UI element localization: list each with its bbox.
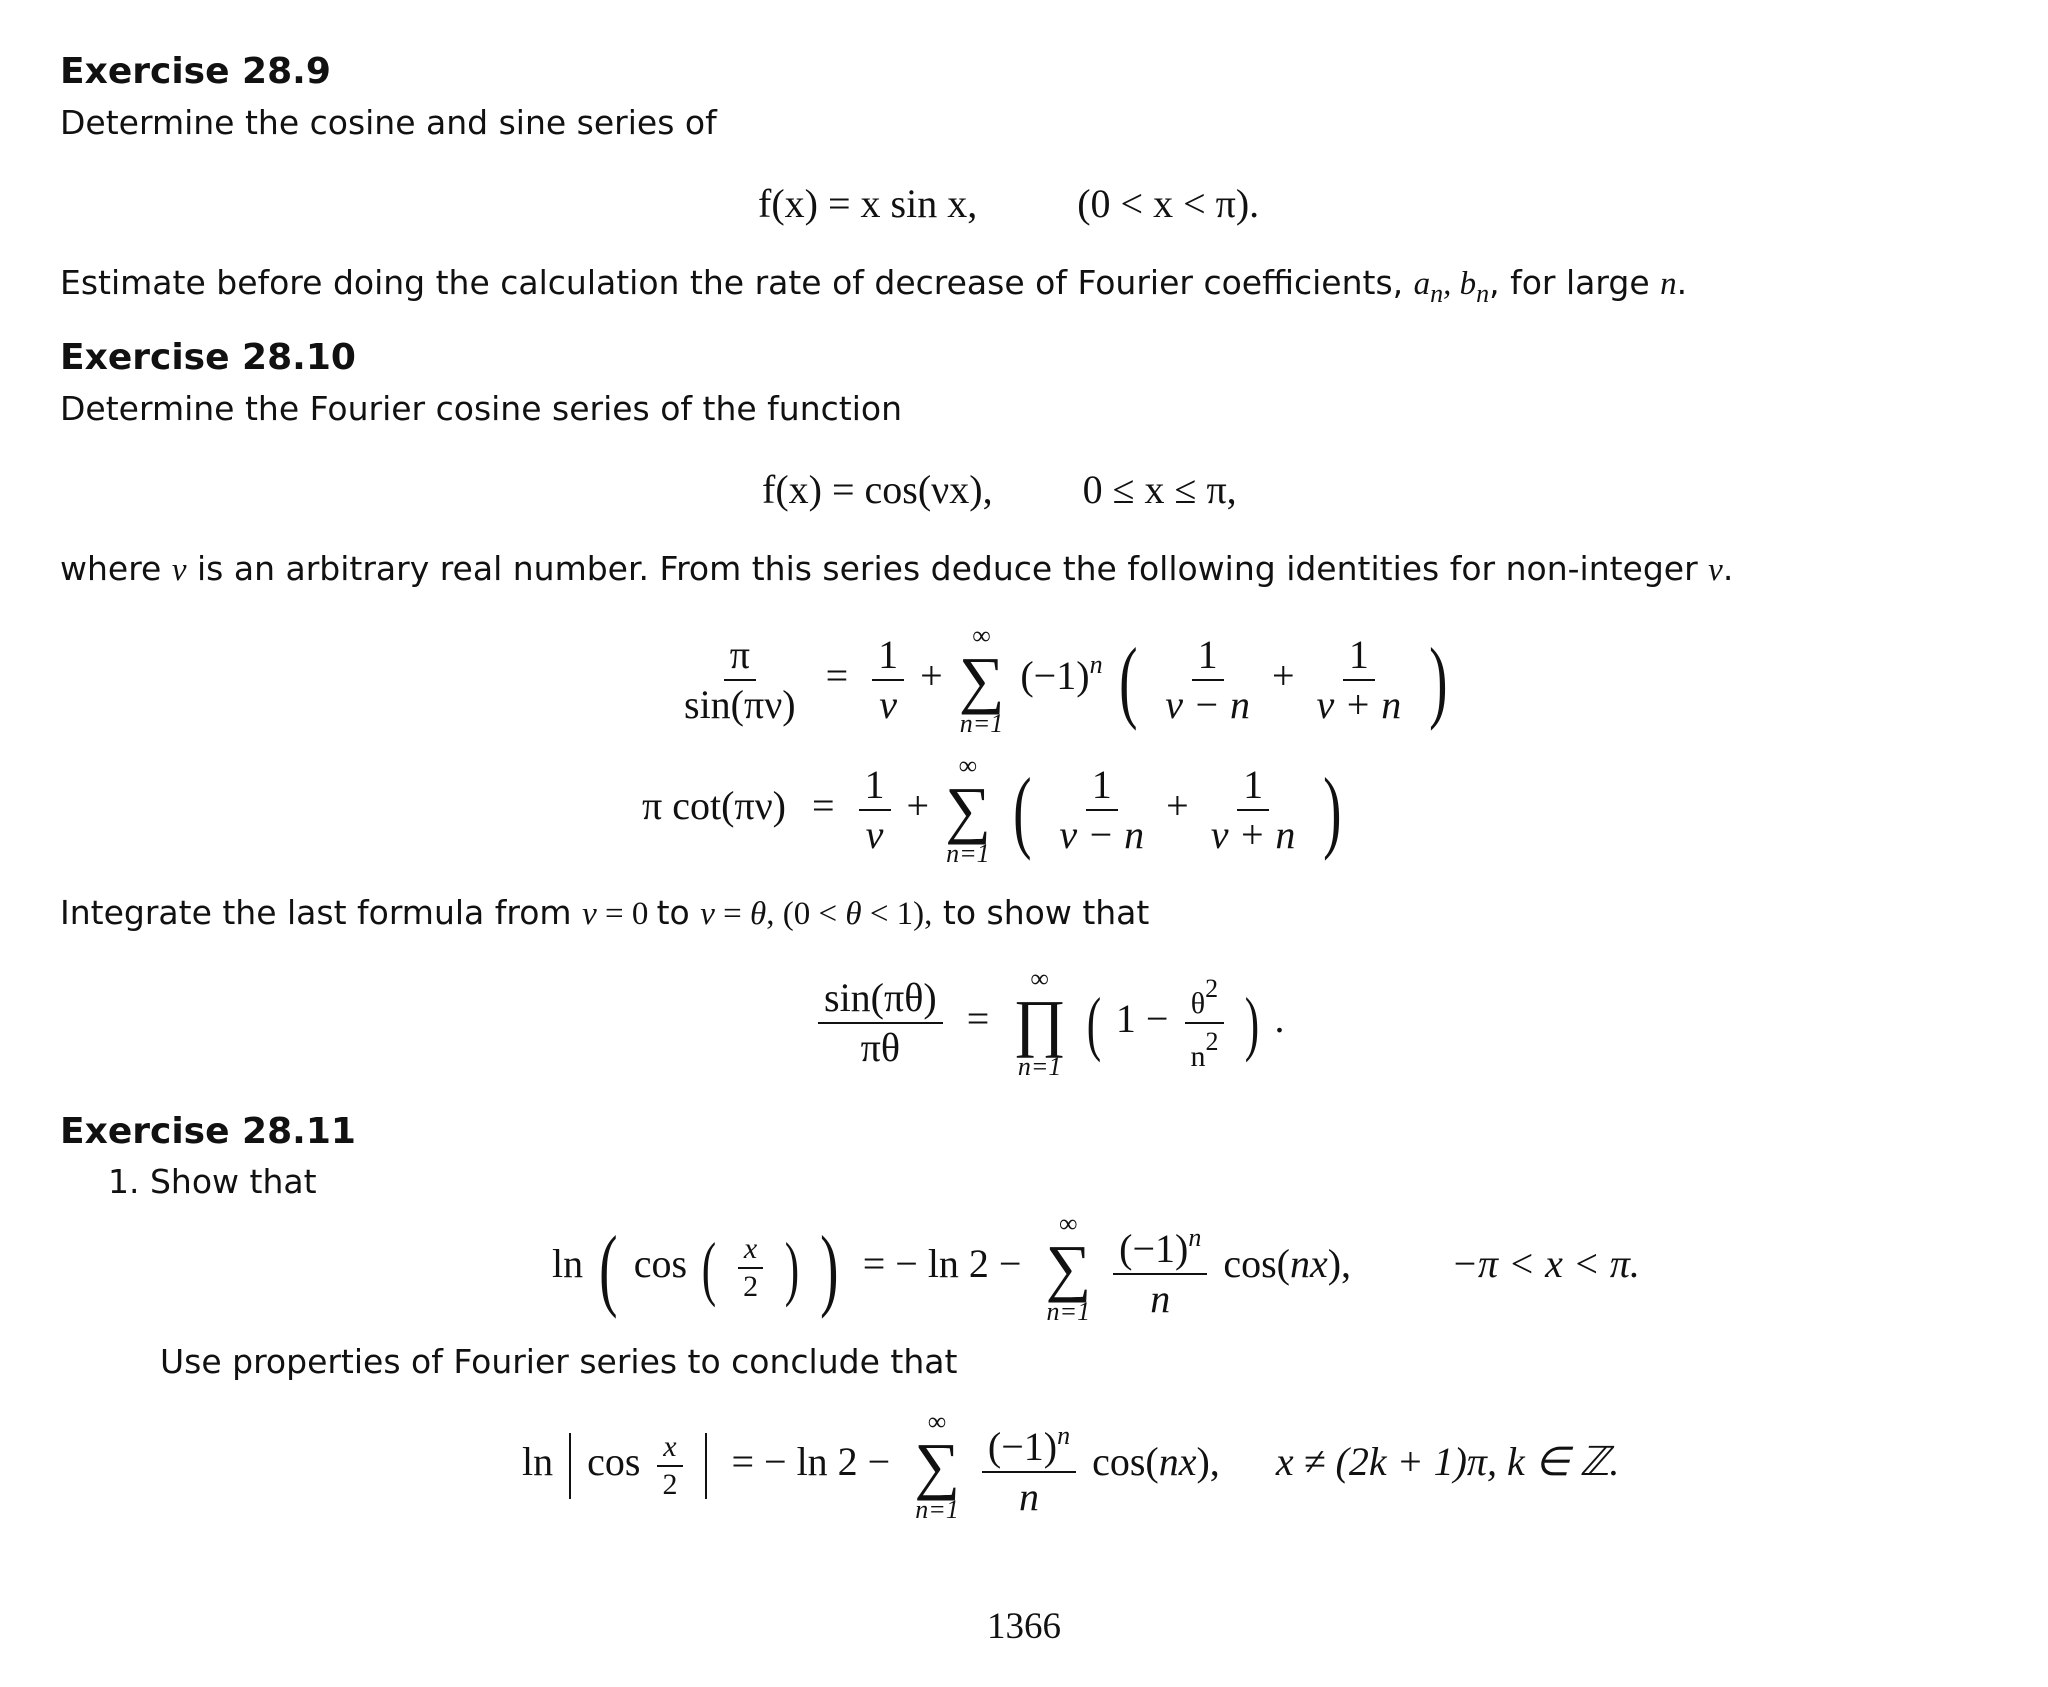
exercise-28-10-intro: Determine the Fourier cosine series of the function	[60, 389, 902, 428]
condition-2: x ≠ (2k + 1)π, k ∈ ℤ.	[1275, 1439, 1620, 1485]
integrate-tail: to show that	[942, 893, 1150, 932]
exercise-28-9-heading: Exercise 28.9	[60, 51, 331, 92]
equation-lhs: f(x) = cos(νx),	[762, 467, 993, 512]
ln-abs-cos-series: ln cos $\frac{x}{2}$ = − ln 2 − ∞ ∑ n=1 $\frac{(-1)^n}{n}$ cos(nx), x ≠ (2k + 1)π, k ∈ ℤ.	[522, 1407, 1620, 1524]
exercise-28-11-item1: 1. Show that	[108, 1162, 317, 1201]
equation-f-x-sin-x	[758, 180, 1259, 227]
equation-condition: (0 < x < π).	[1077, 181, 1260, 226]
exercise-28-10-heading: Exercise 28.10	[60, 337, 356, 378]
estimate-text: Estimate before doing the calculation the rate of decrease of Fourier coefficients,	[60, 263, 1404, 302]
equation-condition: 0 ≤ x ≤ π,	[1082, 467, 1237, 512]
identity-pi-cot: π cot(πν) = $\frac{1}{\nu}$ + ∞ ∑ n=1 ( $\frac{1}{\nu - n}$ + $\frac{1}{\nu + n}$ )	[642, 751, 1342, 868]
where-text: where	[60, 549, 162, 588]
exercise-28-9-intro: Determine the cosine and sine series of	[60, 103, 717, 142]
where-text-tail: is an arbitrary real number. From this series deduce the following identities for non-integer	[197, 549, 1698, 588]
condition-1: −π < x < π.	[1451, 1241, 1640, 1287]
equation-lhs: f(x) = x sin x,	[758, 181, 978, 226]
integrate-to: to	[656, 893, 690, 932]
exercise-28-10-where: where ν is an arbitrary real number. From this series deduce the following identities for non-integer ν.	[60, 549, 1734, 588]
integrate-text: Integrate the last formula from	[60, 893, 572, 932]
estimate-text-tail: for large	[1510, 263, 1650, 302]
ln-cos-series: ln ( cos ( $\frac{x}{2}$ ) ) = − ln 2 − ∞ ∑ n=1 $\frac{(-1)^n}{n}$ cos(nx), −π < x < π.	[552, 1209, 1640, 1326]
exercise-28-11-heading: Exercise 28.11	[60, 1111, 356, 1152]
integrate-instruction: Integrate the last formula from ν = 0 to ν = θ, (0 < θ < 1), to show that	[60, 893, 1150, 932]
equation-f-x-cos-nu-x	[762, 466, 1237, 513]
use-properties-text: Use properties of Fourier series to conclude that	[160, 1342, 958, 1381]
identity-pi-over-sin: $\frac{\pi}{\sin(\pi\nu)}$ = $\frac{1}{\nu}$ + ∞ ∑ n=1 $(-1)^n$ ( $\frac{1}{\nu - n}$ + $\frac{1}{\nu + n}$ )	[684, 621, 1448, 738]
exercise-28-9-estimate: Estimate before doing the calculation the rate of decrease of Fourier coefficients, $a_n$, $b_n$, for large n.	[60, 263, 1688, 308]
product-formula: $\frac{\sin(\pi\theta)}{\pi\theta}$ = ∞ ∏ n=1 ( 1 − $\frac{\theta 2}{n2}$ ) .	[812, 965, 1284, 1081]
page-number: 1366	[987, 1606, 1061, 1647]
